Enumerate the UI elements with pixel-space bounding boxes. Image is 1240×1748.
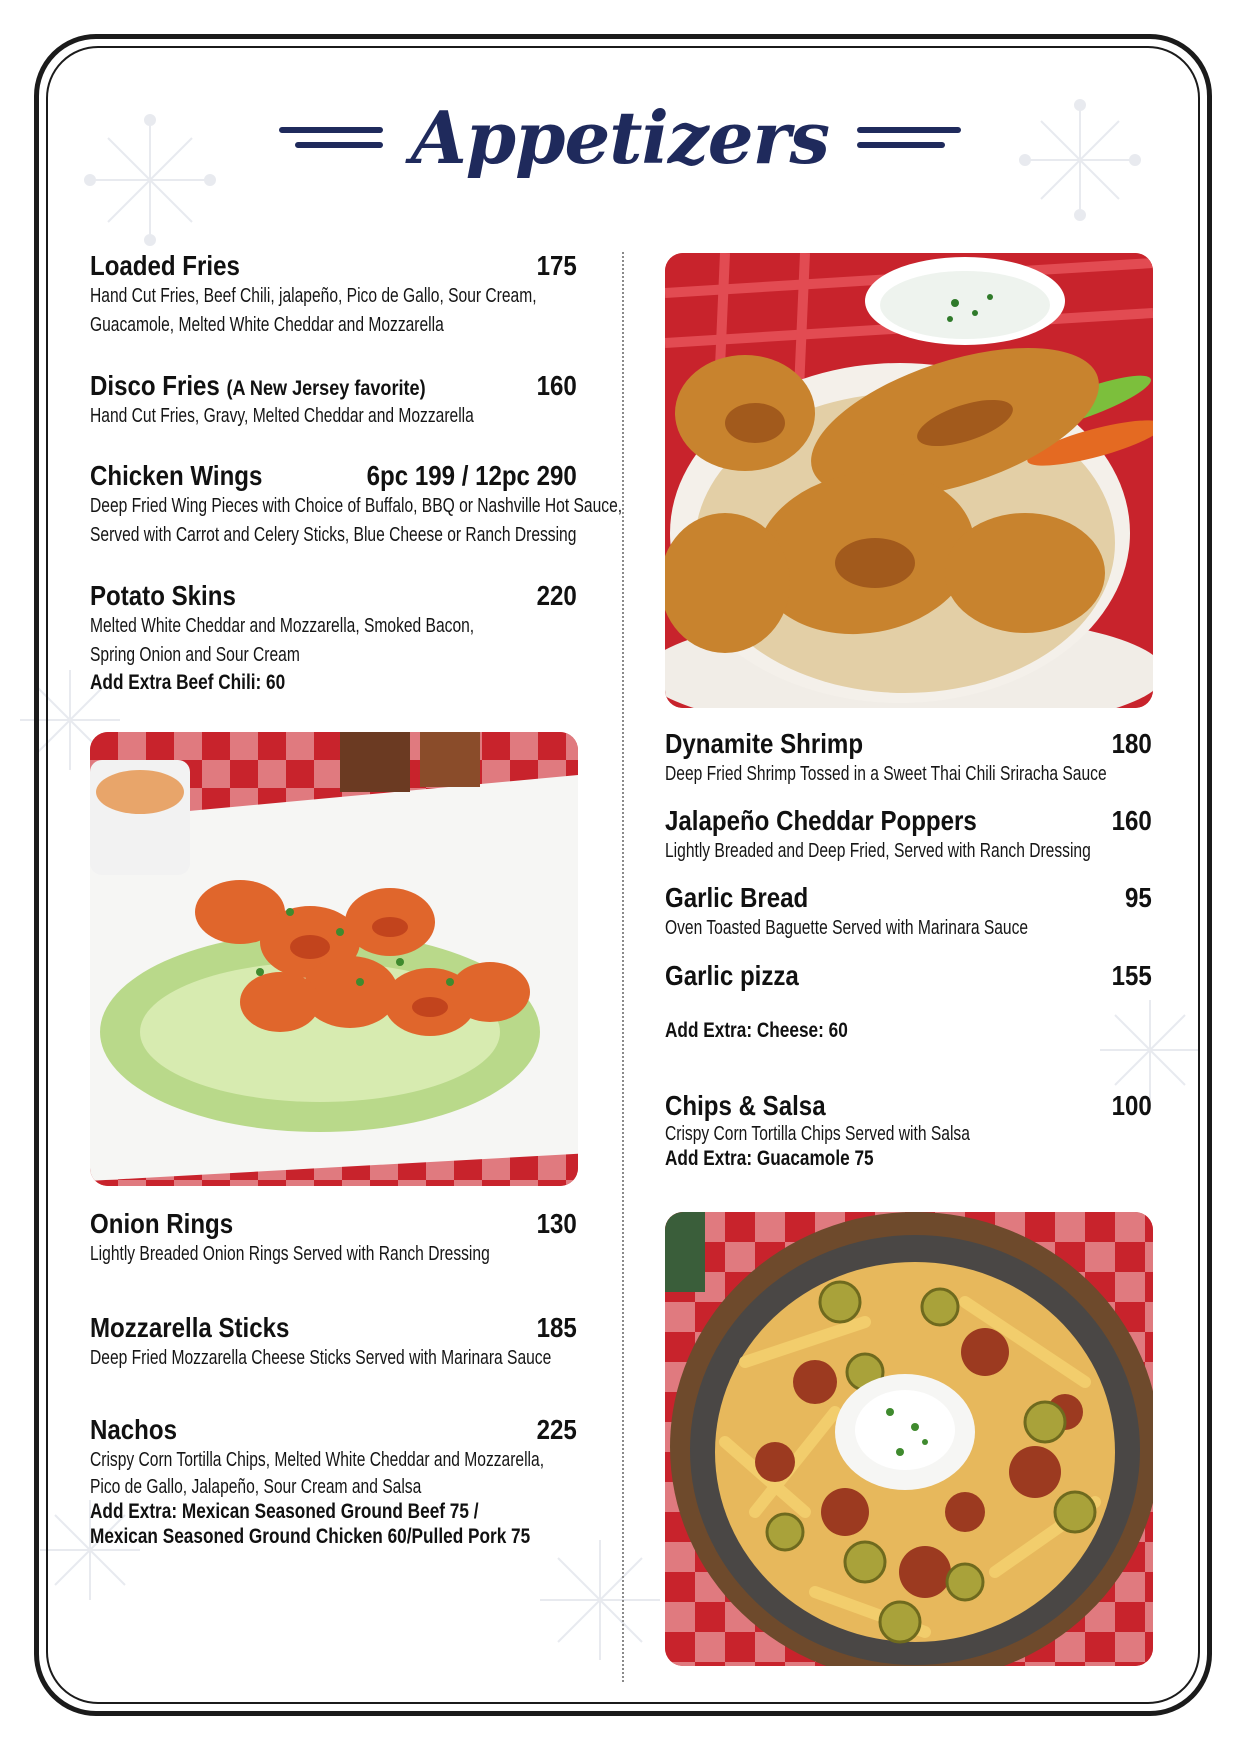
- title-left-lines: [279, 127, 383, 148]
- item-price: 155: [1111, 960, 1152, 991]
- item-name: Dynamite Shrimp: [665, 728, 864, 759]
- menu-item-garlic-pizza: [665, 960, 1153, 1043]
- menu-item-jalapeno-poppers: [665, 805, 1153, 866]
- menu-item-loaded-fries: [90, 250, 578, 340]
- item-price: 95: [1125, 882, 1152, 913]
- item-price: 180: [1111, 728, 1152, 759]
- item-note: (A New Jersey favorite): [226, 377, 426, 400]
- item-extra: Add Extra Beef Chili: 60: [90, 671, 286, 694]
- item-price: 175: [536, 250, 577, 281]
- item-extra: Add Extra: Mexican Seasoned Ground Beef 75 /: [90, 1500, 479, 1523]
- shrimp-photo: [90, 732, 578, 1186]
- item-extra: Mexican Seasoned Ground Chicken 60/Pulled Pork 75: [90, 1525, 531, 1548]
- menu-item-chips-salsa: [665, 1090, 1153, 1171]
- wings-photo: [665, 253, 1153, 708]
- item-description: Lightly Breaded Onion Rings Served with Ranch Dressing: [90, 1243, 490, 1265]
- item-description: Hand Cut Fries, Beef Chili, jalapeño, Pico de Gallo, Sour Cream,: [90, 285, 537, 307]
- item-description: Guacamole, Melted White Cheddar and Mozzarella: [90, 314, 444, 336]
- item-extra: Add Extra: Cheese: 60: [665, 1019, 848, 1042]
- loaded-fries-photo: [665, 1212, 1153, 1666]
- item-description: Deep Fried Wing Pieces with Choice of Buffalo, BBQ or Nashville Hot Sauce,: [90, 495, 623, 517]
- item-description: Lightly Breaded and Deep Fried, Served with Ranch Dressing: [665, 840, 1091, 862]
- menu-item-chicken-wings: [90, 460, 623, 550]
- menu-item-garlic-bread: [665, 882, 1153, 943]
- item-name: Nachos: [90, 1414, 177, 1445]
- menu-item-mozzarella-sticks: [90, 1312, 578, 1373]
- menu-item-disco-fries: [90, 370, 578, 431]
- item-name: Loaded Fries: [90, 250, 240, 281]
- item-description: Hand Cut Fries, Gravy, Melted Cheddar and Mozzarella: [90, 405, 474, 427]
- menu-item-onion-rings: [90, 1208, 578, 1269]
- item-price: 160: [536, 370, 577, 401]
- item-description: Deep Fried Shrimp Tossed in a Sweet Thai Chili Sriracha Sauce: [665, 763, 1107, 785]
- menu-item-dynamite-shrimp: [665, 728, 1153, 789]
- item-price: 130: [536, 1208, 577, 1239]
- item-price: 185: [536, 1312, 577, 1343]
- item-description: Deep Fried Mozzarella Cheese Sticks Served with Marinara Sauce: [90, 1347, 552, 1369]
- item-description: Oven Toasted Baguette Served with Marinara Sauce: [665, 917, 1029, 939]
- item-name: Jalapeño Cheddar Poppers: [665, 805, 977, 836]
- menu-item-potato-skins: [90, 580, 578, 695]
- menu-item-nachos: [90, 1414, 578, 1549]
- title-right-lines: [857, 127, 961, 148]
- item-price: 6pc 199 / 12pc 290: [366, 460, 577, 491]
- item-description: Crispy Corn Tortilla Chips Served with Salsa: [665, 1123, 970, 1145]
- item-description: Melted White Cheddar and Mozzarella, Smoked Bacon,: [90, 615, 475, 637]
- item-name: Chicken Wings: [90, 460, 263, 491]
- menu-title-banner: [0, 92, 1240, 182]
- item-description: Spring Onion and Sour Cream: [90, 644, 300, 666]
- item-name: Disco Fries: [90, 370, 220, 401]
- item-name: Garlic pizza: [665, 960, 799, 991]
- item-description: Crispy Corn Tortilla Chips, Melted White Cheddar and Mozzarella,: [90, 1449, 545, 1471]
- page-title: Appetizers: [410, 94, 830, 180]
- item-name: Potato Skins: [90, 580, 236, 611]
- item-name: Chips & Salsa: [665, 1090, 826, 1121]
- item-name: Garlic Bread: [665, 882, 809, 913]
- item-name: Onion Rings: [90, 1208, 234, 1239]
- item-price: 225: [536, 1414, 577, 1445]
- item-description: Pico de Gallo, Jalapeño, Sour Cream and Salsa: [90, 1476, 422, 1498]
- item-name: Mozzarella Sticks: [90, 1312, 290, 1343]
- item-price: 100: [1111, 1090, 1152, 1121]
- item-extra: Add Extra: Guacamole 75: [665, 1147, 874, 1170]
- item-price: 220: [536, 580, 577, 611]
- column-divider: [622, 252, 624, 1682]
- item-description: Served with Carrot and Celery Sticks, Blue Cheese or Ranch Dressing: [90, 524, 577, 546]
- item-price: 160: [1111, 805, 1152, 836]
